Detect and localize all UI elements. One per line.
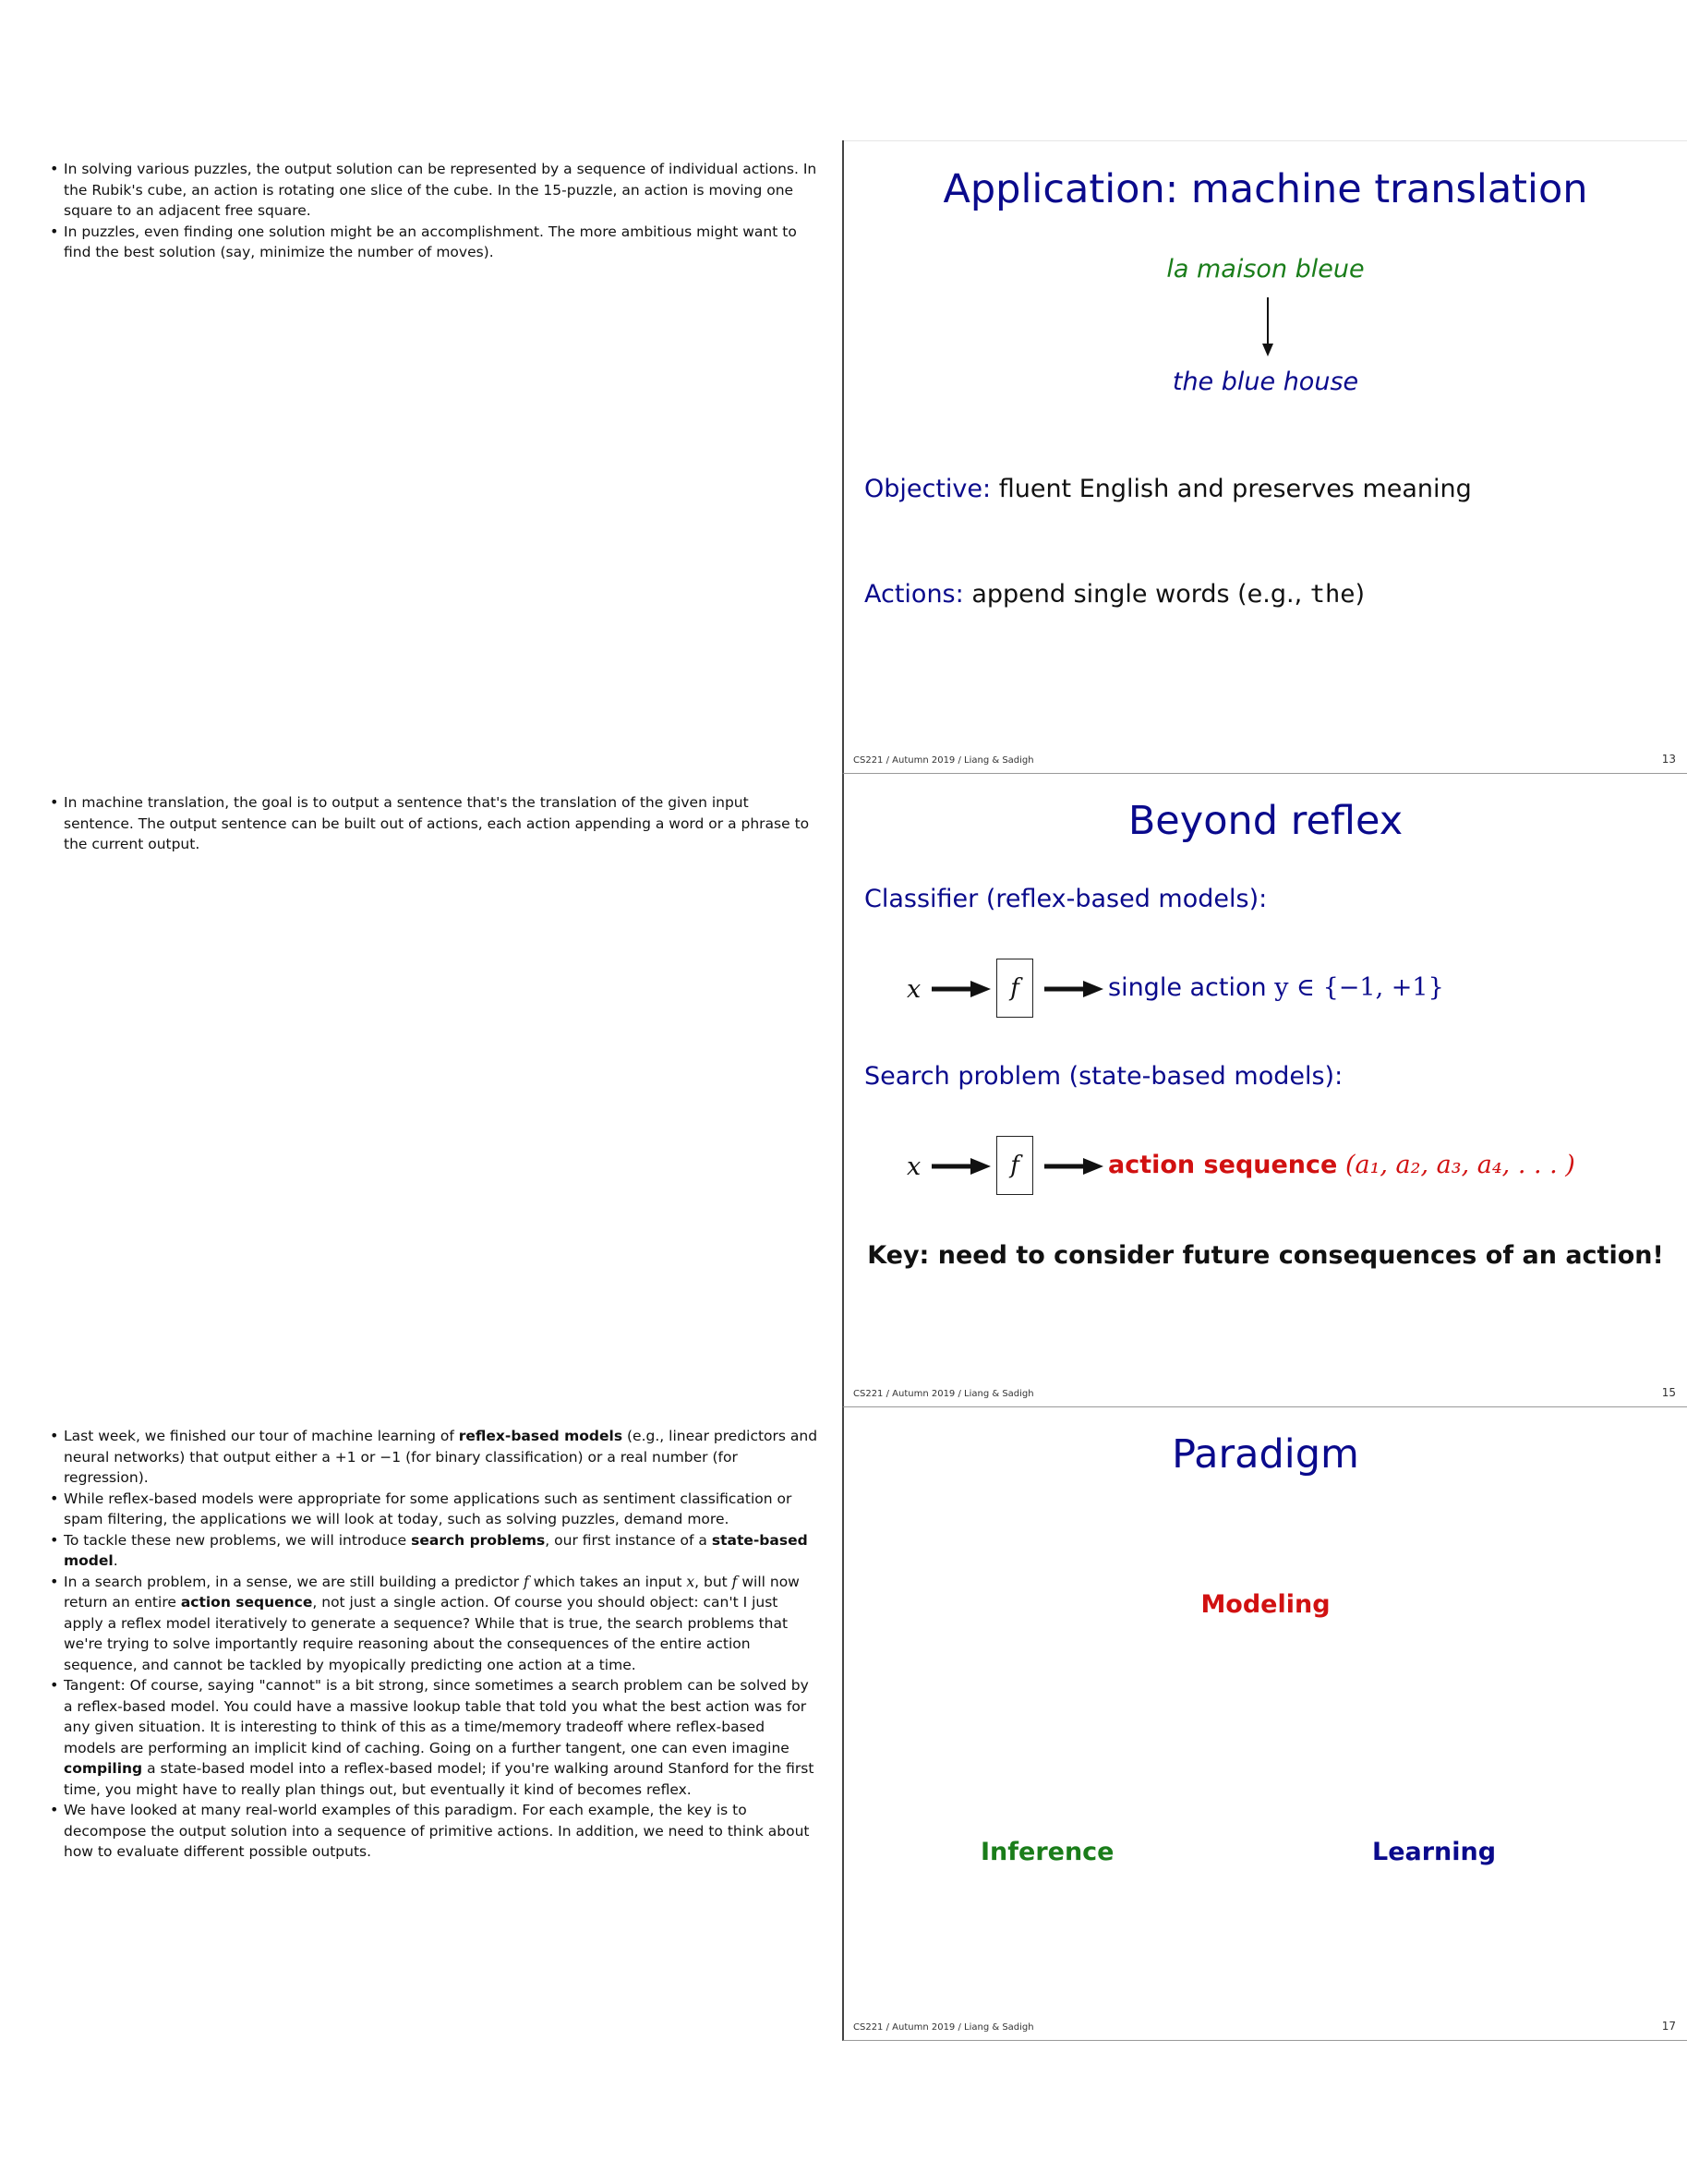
note-item: • While reflex-based models were appropriate for some applications such as sentiment classification or spam filtering, the applications we will look at today, such as solving puzzles, demand more. — [64, 1489, 819, 1530]
learning-label: Learning — [1372, 1838, 1497, 1866]
action-sequence-math: (a₁, a₂, a₃, a₄, . . . ) — [1344, 1151, 1575, 1179]
single-action-output — [1108, 973, 1444, 1002]
single-action-math: y ∈ {−1, +1} — [1274, 973, 1444, 1002]
arrow-icon — [932, 1156, 991, 1176]
actions-close: ) — [1355, 580, 1366, 609]
note-item: • In a search problem, in a sense, we are still building a predictor f which takes an input x, but f will now return an entire action sequence, not just a single action. Of course you should object: can't I just apply a reflex model iteratively to generate a sequence? While that is true, the search problems that we're trying to solve importantly require reasoning about the consequences of the entire action sequence, and cannot be tackled by myopically predicting one action at a time. — [64, 1572, 819, 1676]
slide-machine-translation — [842, 140, 1687, 774]
actions-code: the — [1309, 580, 1356, 609]
slide-footer: CS221 / Autumn 2019 / Liang & Sadigh — [853, 755, 1034, 766]
objective-label: Objective: — [864, 475, 992, 503]
slide-page-number: 13 — [1661, 753, 1676, 766]
slide-page-number: 15 — [1661, 1386, 1676, 1399]
input-x: x — [907, 975, 922, 1004]
actions-label: Actions: — [864, 580, 964, 609]
note-item: • In machine translation, the goal is to output a sentence that's the translation of the given input sentence. The output sentence can be built out of actions, each action appending a word or a phrase to the current output. — [64, 792, 819, 855]
note-item: • In solving various puzzles, the output solution can be represented by a sequence of individual actions. In the Rubik's cube, an action is rotating one slice of the cube. In the 15-puzzle, an action is moving one square to an adjacent free square. — [64, 159, 819, 222]
input-x: x — [907, 1152, 922, 1181]
slide-page-number: 17 — [1661, 2020, 1676, 2033]
note-item: • To tackle these new problems, we will introduce search problems, our first instance of a state-based model. — [64, 1530, 819, 1572]
slide-footer: CS221 / Autumn 2019 / Liang & Sadigh — [853, 1389, 1034, 1399]
slide-footer: CS221 / Autumn 2019 / Liang & Sadigh — [853, 2022, 1034, 2033]
page-row-2 — [0, 774, 1687, 1407]
note-item: • In puzzles, even finding one solution might be an accomplishment. The more ambitious might want to find the best solution (say, minimize the number of moves). — [64, 222, 819, 263]
action-sequence-text: action sequence — [1108, 1151, 1338, 1179]
slide-title: Paradigm — [1172, 1431, 1359, 1478]
target-sentence: the blue house — [1172, 368, 1359, 396]
notes-panel-2 — [51, 792, 819, 855]
action-sequence-output — [1108, 1151, 1575, 1179]
source-sentence: la maison bleue — [1166, 255, 1365, 284]
arrow-icon — [1044, 979, 1103, 999]
page-row-1 — [0, 140, 1687, 774]
inference-label: Inference — [981, 1838, 1115, 1866]
note-item: • Tangent: Of course, saying "cannot" is a bit strong, since sometimes a search problem can be solved by a reflex-based model. You could have a massive lookup table that told you what the best action was for any given situation. It is interesting to think of this as a time/memory tradeoff where reflex-based models are performing an implicit kind of caching. Going on a further tangent, one can even imagine compiling a state-based model into a reflex-based model; if you're walking around Stanford for the first time, you might have to really plan things out, but eventually it kind of becomes reflex. — [64, 1675, 819, 1800]
actions-line — [864, 580, 1365, 609]
actions-text: append single words (e.g., — [971, 580, 1303, 609]
single-action-text: single action — [1108, 973, 1267, 1002]
objective-line — [864, 475, 1472, 503]
arrow-icon — [1044, 1156, 1103, 1176]
classifier-label: Classifier (reflex-based models): — [864, 885, 1268, 913]
predictor-f-box: f — [996, 959, 1033, 1018]
slide-paradigm — [842, 1407, 1687, 2041]
search-problem-label: Search problem (state-based models): — [864, 1062, 1344, 1091]
slide-beyond-reflex — [842, 774, 1687, 1407]
key-takeaway: Key: need to consider future consequences of an action! — [867, 1241, 1664, 1270]
page-row-3 — [0, 1407, 1687, 2041]
modeling-label: Modeling — [1200, 1590, 1331, 1619]
slide-title: Application: machine translation — [943, 166, 1588, 212]
objective-text: fluent English and preserves meaning — [998, 475, 1472, 503]
note-item: • We have looked at many real-world examples of this paradigm. For each example, the key is to decompose the output solution into a sequence of primitive actions. In addition, we need to think about how to evaluate different possible outputs. — [64, 1800, 819, 1863]
notes-panel-3 — [51, 1426, 819, 1863]
note-item: • Last week, we finished our tour of machine learning of reflex-based models (e.g., linear predictors and neural networks) that output either a +1 or −1 (for binary classification) or a real number (for regression). — [64, 1426, 819, 1489]
slide-title: Beyond reflex — [1127, 798, 1404, 844]
arrow-icon — [932, 979, 991, 999]
predictor-f-box: f — [996, 1136, 1033, 1195]
down-arrow-icon — [1261, 297, 1274, 358]
notes-panel-1 — [51, 159, 819, 263]
